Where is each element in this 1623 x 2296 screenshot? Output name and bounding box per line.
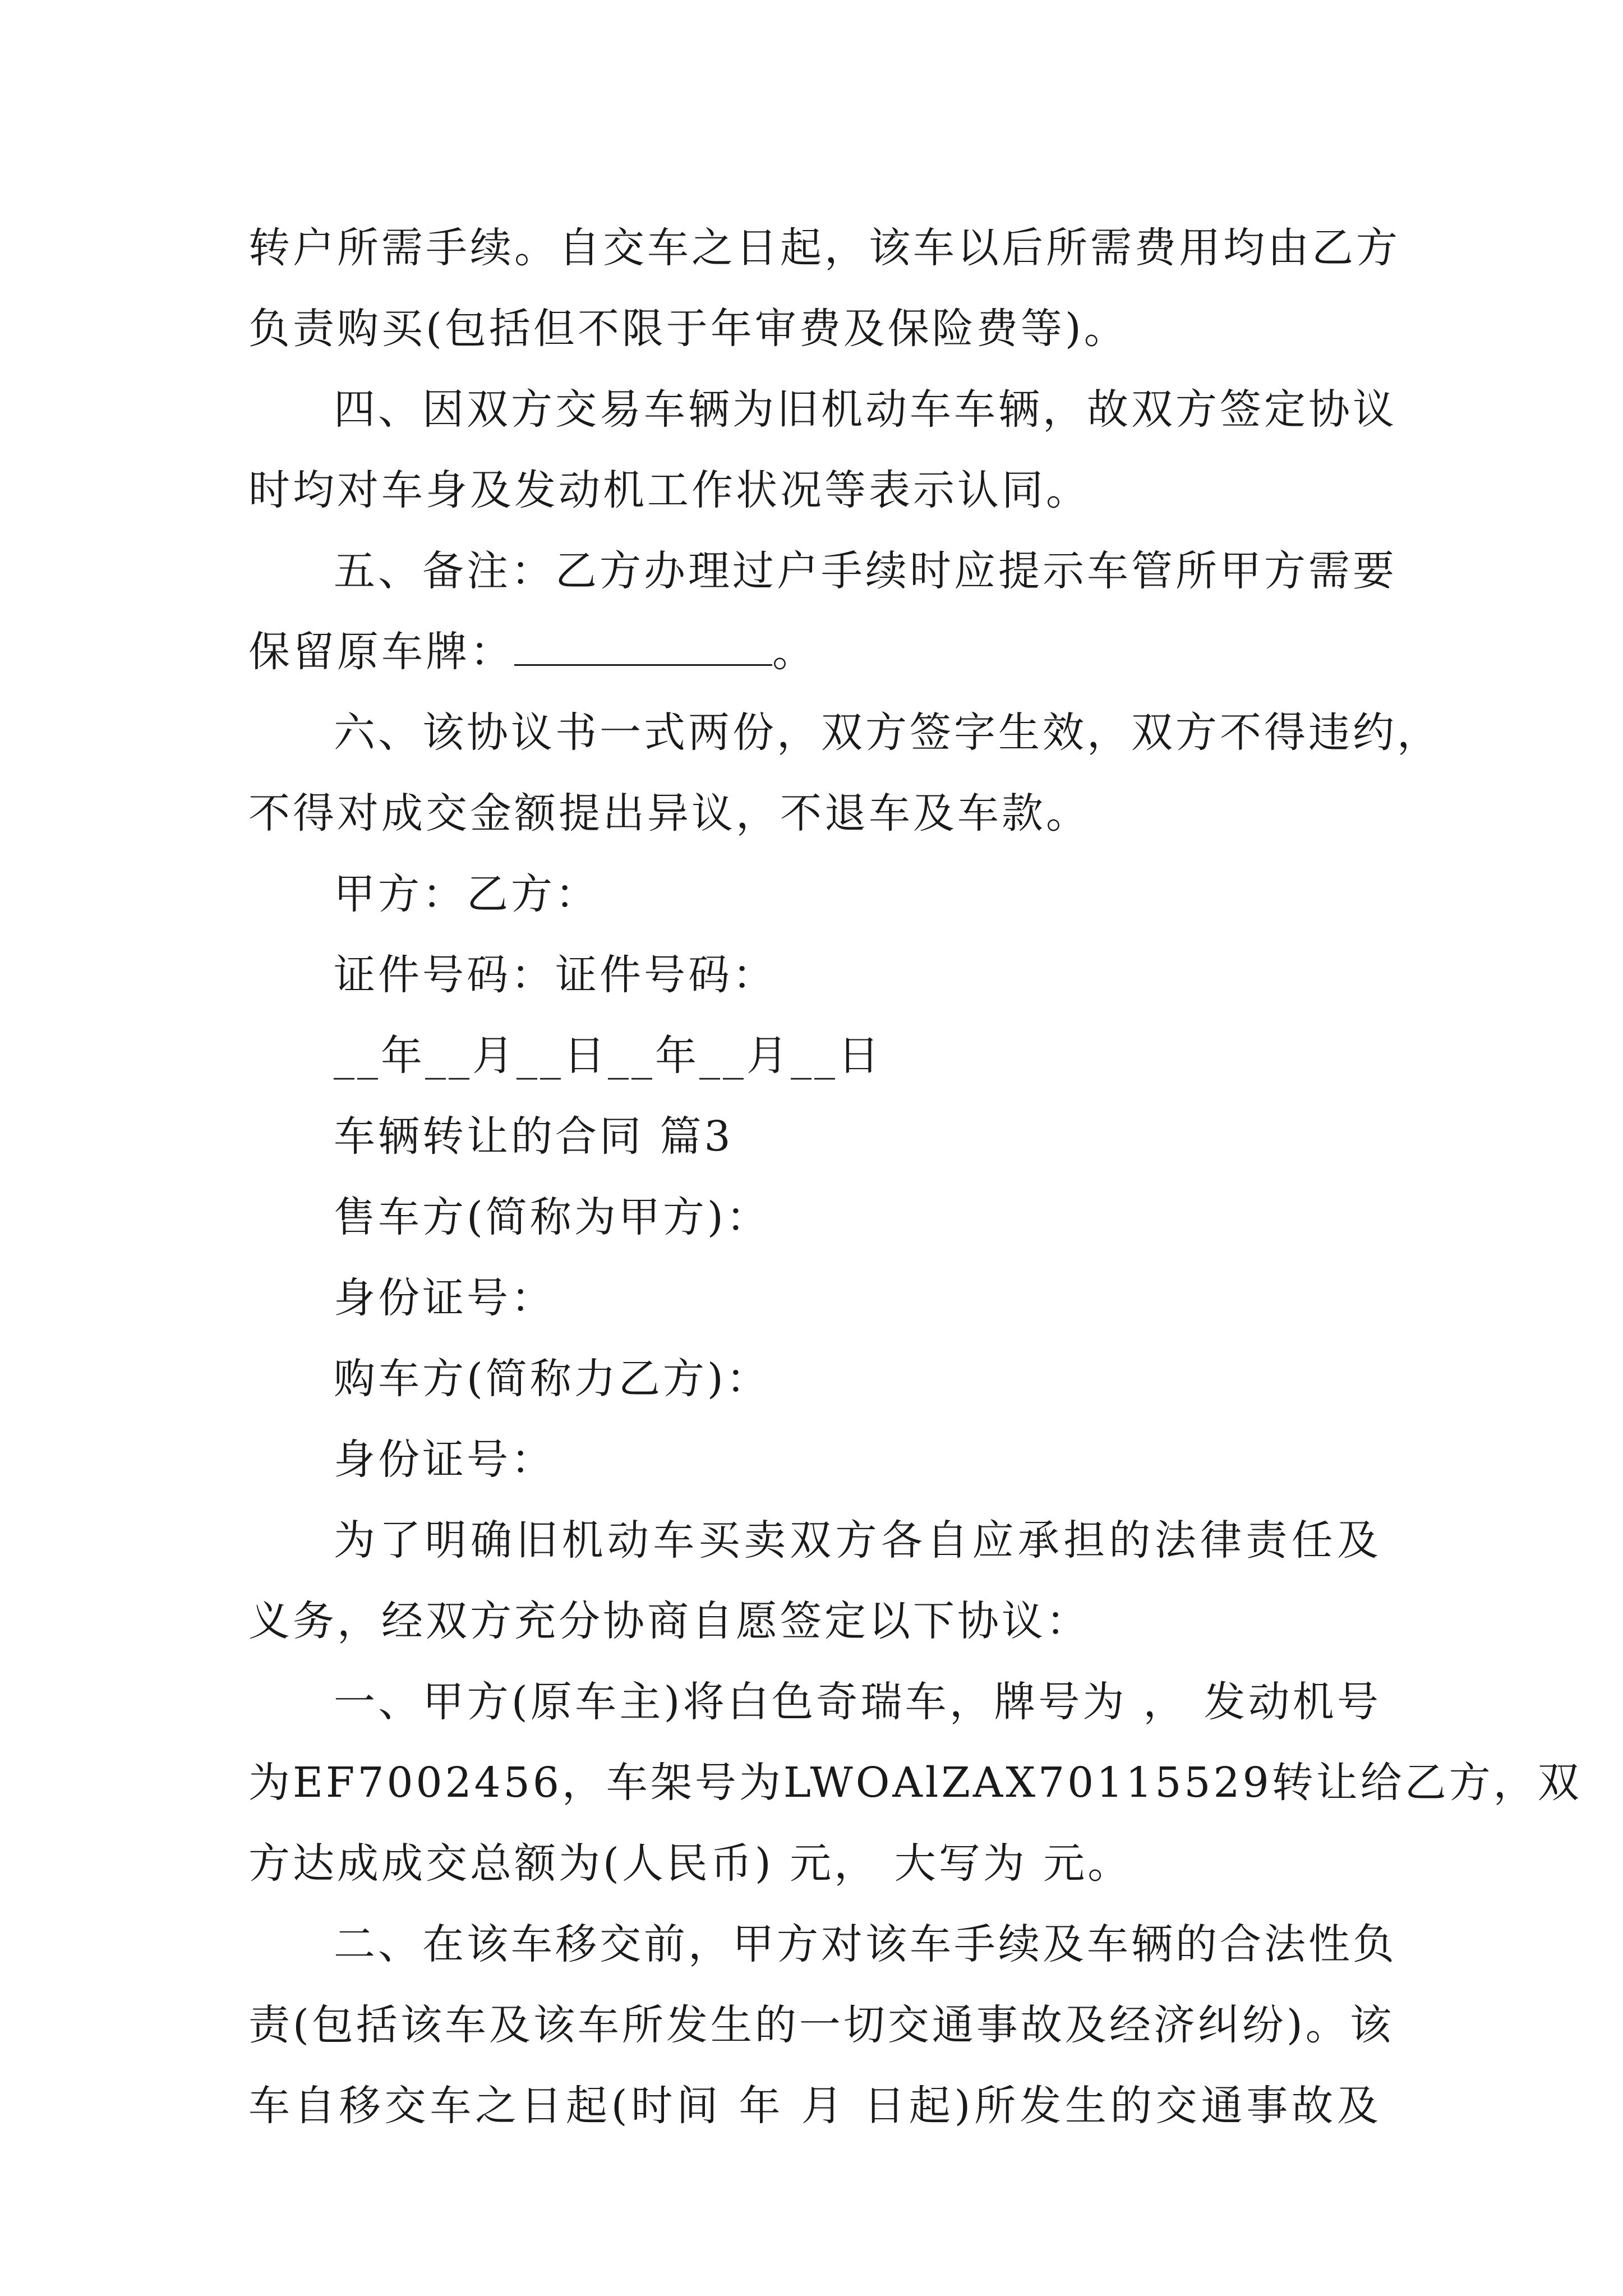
date-line: __年__月__日__年__月__日 bbox=[334, 1032, 882, 1080]
text-line: 为EF7002456，车架号为LWOAlZAX70115529转让给乙方，双 bbox=[248, 1759, 1582, 1807]
section-heading: 车辆转让的合同 篇3 bbox=[334, 1112, 734, 1161]
plate-blank bbox=[514, 625, 772, 666]
buyer-id-line: 身份证号： bbox=[334, 1435, 555, 1484]
id-number-line: 证件号码：证件号码： bbox=[334, 951, 777, 999]
seller-id-line: 身份证号： bbox=[334, 1274, 555, 1322]
buyer-line: 购车方(简称力乙方)： bbox=[334, 1355, 771, 1403]
preamble-line: 为了明确旧机动车买卖双方各自应承担的法律责任及 bbox=[334, 1516, 1381, 1565]
text-line: 负责购买(包括但不限于年审费及保险费等)。 bbox=[248, 305, 1128, 353]
clause-six-line: 六、该协议书一式两份，双方签字生效，双方不得违约， bbox=[334, 708, 1441, 757]
text-line: 车自移交车之日起(时间 年 月 日起)所发生的交通事故及 bbox=[248, 2082, 1381, 2130]
text-line: 责(包括该车及该车所发生的一切交通事故及经济纠纷)。该 bbox=[248, 2001, 1394, 2049]
text-line: 不得对成交金额提出异议，不退车及车款。 bbox=[248, 789, 1090, 838]
clause-two-line: 二、在该车移交前，甲方对该车手续及车辆的合法性负 bbox=[334, 1920, 1397, 1968]
plate-label: 保留原车牌： bbox=[248, 628, 514, 676]
contract-text-body bbox=[248, 208, 1582, 2146]
clause-four-line: 四、因双方交易车辆为旧机动车车辆，故双方签定协议 bbox=[334, 385, 1397, 434]
plate-retention-line bbox=[248, 611, 1381, 692]
text-line: 转户所需手续。自交车之日起，该车以后所需费用均由乙方 bbox=[248, 224, 1400, 272]
text-line: 时均对车身及发动机工作状况等表示认同。 bbox=[248, 466, 1090, 514]
text-line: 方达成成交总额为(人民币) 元， 大写为 元。 bbox=[248, 1839, 1132, 1888]
seller-line: 售车方(简称为甲方)： bbox=[334, 1193, 771, 1241]
period-mark: 。 bbox=[772, 628, 817, 676]
clause-one-line: 一、甲方(原车主)将白色奇瑞车，牌号为 ， 发动机号 bbox=[334, 1678, 1381, 1726]
clause-five-line: 五、备注：乙方办理过户手续时应提示车管所甲方需要 bbox=[334, 547, 1397, 595]
text-line: 义务，经双方充分协商自愿签定以下协议： bbox=[248, 1597, 1090, 1645]
party-signature-line: 甲方：乙方： bbox=[334, 870, 600, 918]
